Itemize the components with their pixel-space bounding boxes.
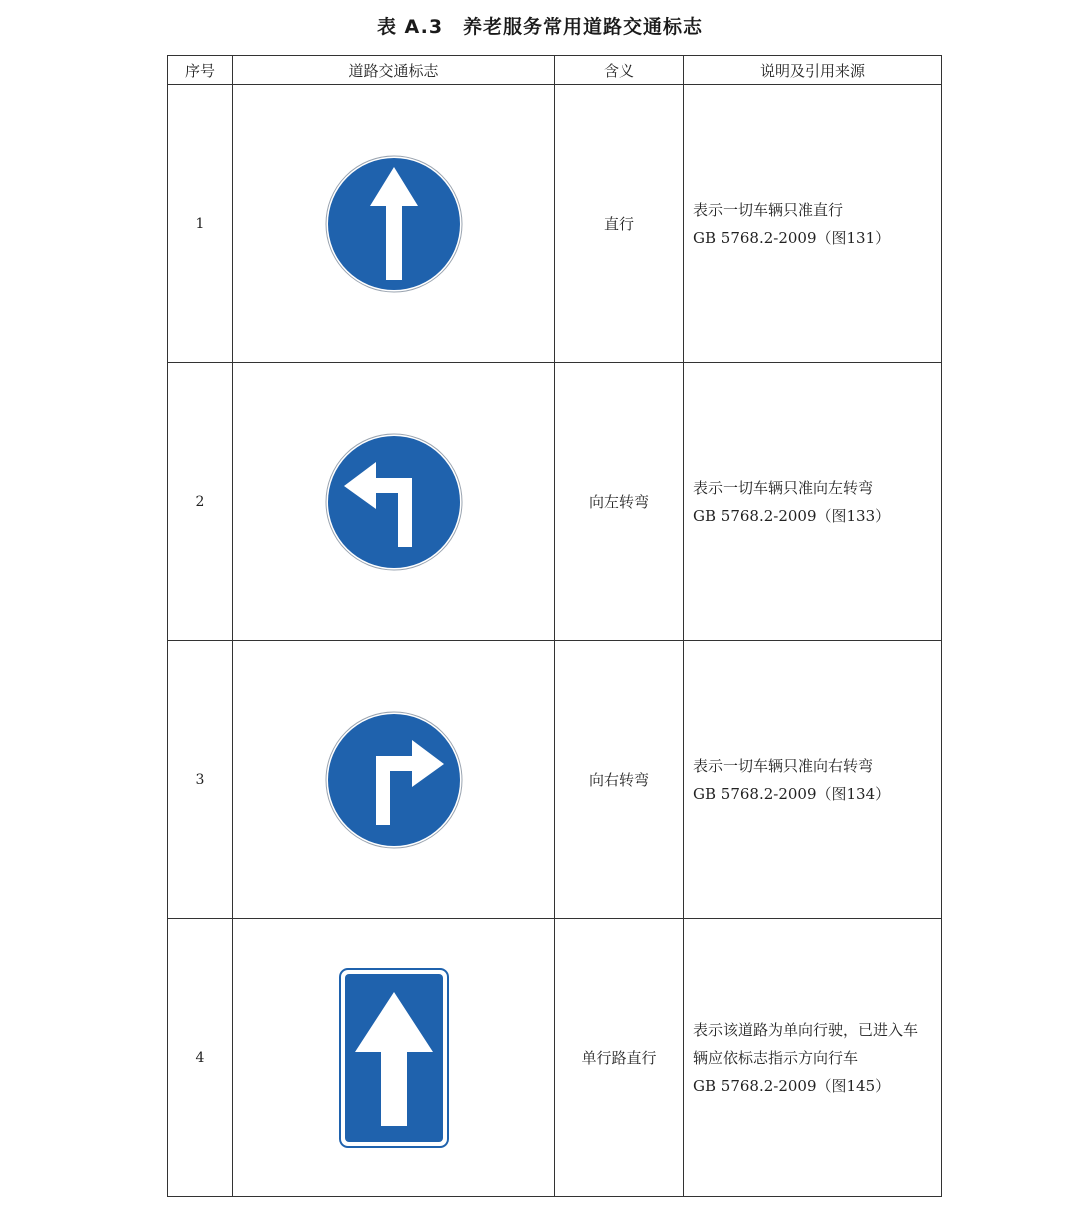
description-line: 表示一切车辆只准向右转弯 [693, 756, 874, 775]
meaning-cell: 向左转弯 [555, 363, 684, 641]
sign-cell [233, 641, 555, 919]
sign-cell [233, 85, 555, 363]
description-line: 辆应依标志指示方向行车 [693, 1048, 859, 1067]
description-cell [684, 919, 942, 1197]
description-source: GB 5768.2-2009（图145） [693, 1076, 891, 1095]
sign-cell [233, 919, 555, 1197]
traffic-signs-table [167, 55, 942, 1197]
description-line: 表示一切车辆只准直行 [693, 200, 844, 219]
header-meaning: 含义 [555, 56, 684, 85]
description-cell [684, 85, 942, 363]
description-line: 表示一切车辆只准向左转弯 [693, 478, 874, 497]
table-row [168, 919, 942, 1197]
description-source: GB 5768.2-2009（图134） [693, 784, 891, 803]
one-way-straight-sign-icon [339, 968, 449, 1148]
description-line: 表示该道路为单向行驶，已进入车 [693, 1020, 919, 1039]
header-description: 说明及引用来源 [684, 56, 942, 85]
meaning-cell: 直行 [555, 85, 684, 363]
row-number: 3 [168, 641, 233, 919]
header-number: 序号 [168, 56, 233, 85]
description-source: GB 5768.2-2009（图133） [693, 506, 891, 525]
table-row [168, 363, 942, 641]
description-cell [684, 363, 942, 641]
description-source: GB 5768.2-2009（图131） [693, 228, 891, 247]
table-row [168, 85, 942, 363]
straight-ahead-sign-icon [324, 154, 464, 294]
row-number: 4 [168, 919, 233, 1197]
table-row [168, 641, 942, 919]
turn-left-sign-icon [324, 432, 464, 572]
table-header-row [168, 56, 942, 85]
meaning-cell: 向右转弯 [555, 641, 684, 919]
header-sign: 道路交通标志 [233, 56, 555, 85]
description-cell [684, 641, 942, 919]
row-number: 2 [168, 363, 233, 641]
sign-cell [233, 363, 555, 641]
page-title: 表 A.3 养老服务常用道路交通标志 [376, 16, 704, 38]
row-number: 1 [168, 85, 233, 363]
turn-right-sign-icon [324, 710, 464, 850]
meaning-cell: 单行路直行 [555, 919, 684, 1197]
